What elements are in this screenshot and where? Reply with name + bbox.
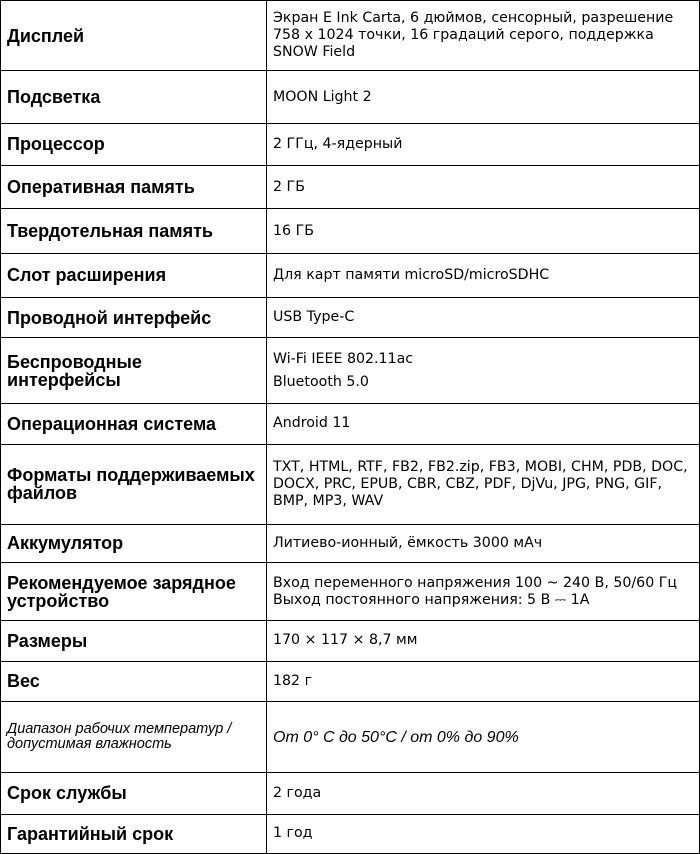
spec-value: 1 год — [267, 814, 700, 853]
spec-row-weight — [1, 661, 700, 701]
spec-label: Срок службы — [1, 773, 267, 814]
spec-row-service-life — [1, 773, 700, 814]
spec-value: Литиево-ионный, ёмкость 3000 мАч — [267, 524, 700, 562]
spec-label: Твердотельная память — [1, 209, 267, 253]
spec-label: Процессор — [1, 123, 267, 165]
spec-label: Беспроводные интерфейсы — [1, 338, 267, 403]
spec-row-battery — [1, 524, 700, 562]
spec-value: Android 11 — [267, 403, 700, 444]
spec-value: 2 ГБ — [267, 166, 700, 209]
spec-value — [267, 562, 700, 620]
spec-row-wired-interface — [1, 298, 700, 338]
spec-row-expansion-slot — [1, 253, 700, 297]
spec-label: Рекомендуемое зарядное устройство — [1, 562, 267, 620]
spec-row-os — [1, 403, 700, 444]
spec-label: Слот расширения — [1, 253, 267, 297]
spec-row-ram — [1, 166, 700, 209]
spec-row-storage — [1, 209, 700, 253]
spec-label: Вес — [1, 661, 267, 701]
spec-label: Гарантийный срок — [1, 814, 267, 853]
spec-label: Аккумулятор — [1, 524, 267, 562]
spec-label: Форматы поддерживаемых файлов — [1, 445, 267, 525]
spec-label: Подсветка — [1, 71, 267, 123]
spec-label: Размеры — [1, 621, 267, 661]
spec-row-warranty — [1, 814, 700, 853]
spec-value-line: Wi-Fi IEEE 802.11ac — [273, 350, 414, 367]
spec-label: Оперативная память — [1, 166, 267, 209]
spec-value: От 0° С до 50°С / от 0% до 90% — [267, 701, 700, 773]
spec-value-line: Вход переменного напряжения 100 ~ 240 В, 50/60 Гц — [273, 574, 678, 591]
spec-row-charger — [1, 562, 700, 620]
spec-value: 170 × 117 × 8,7 мм — [267, 621, 700, 661]
spec-value: MOON Light 2 — [267, 71, 700, 123]
spec-value: Для карт памяти microSD/microSDHC — [267, 253, 700, 297]
spec-label: Операционная система — [1, 403, 267, 444]
spec-row-display — [1, 1, 700, 71]
spec-value: 16 ГБ — [267, 209, 700, 253]
spec-value: TXT, HTML, RTF, FB2, FB2.zip, FB3, MOBI, CHM, PDB, DOC, DOCX, PRC, EPUB, CBR, CBZ, PDF, DjVu, JPG, PNG, GIF, BMP, MP3, WAV — [267, 445, 700, 525]
spec-value: 2 ГГц, 4-ядерный — [267, 123, 700, 165]
spec-row-operating-conditions — [1, 701, 700, 773]
spec-value-line: Bluetooth 5.0 — [273, 373, 369, 390]
spec-value: 182 г — [267, 661, 700, 701]
spec-value — [267, 338, 700, 403]
spec-row-wireless-interfaces — [1, 338, 700, 403]
spec-row-backlight — [1, 71, 700, 123]
spec-row-dimensions — [1, 621, 700, 661]
spec-row-file-formats — [1, 445, 700, 525]
spec-value: 2 года — [267, 773, 700, 814]
spec-value-line: Выход постоянного напряжения: 5 В ⎓ 1А — [273, 591, 590, 608]
spec-label: Диапазон рабочих температур / допустимая влажность — [1, 701, 267, 773]
spec-label: Проводной интерфейс — [1, 298, 267, 338]
spec-row-processor — [1, 123, 700, 165]
spec-label: Дисплей — [1, 1, 267, 71]
spec-value: Экран E Ink Carta, 6 дюймов, сенсорный, разрешение 758 x 1024 точки, 16 градаций серого, поддержка SNOW Field — [267, 1, 700, 71]
spec-value: USB Type-C — [267, 298, 700, 338]
